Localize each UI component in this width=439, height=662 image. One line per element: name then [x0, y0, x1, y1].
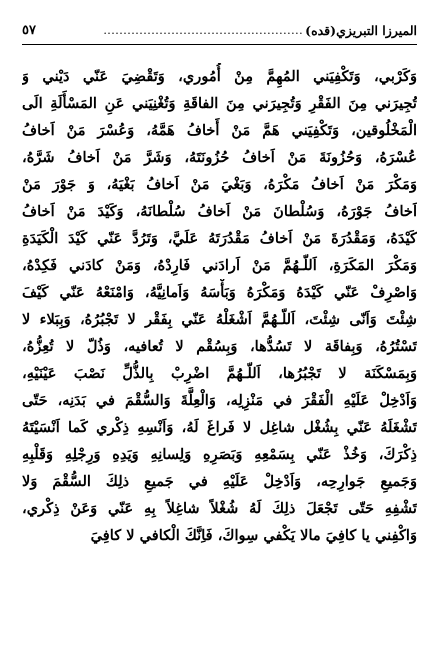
header-rule [22, 44, 417, 45]
text-line: شِئْتَ وَاَنّى شِئْتَ، اَللّـهُمَّ اَشْغَلْهُ عَنّي بِفَقْر لا تَجْبُرُهُ، وَبِبَلاء لا [22, 311, 417, 328]
text-line: اَخافُ جَوْرَهُ، وَسُلْطانَ مَنْ اَخافُ سُلْطانَهُ، وَكَيْدَ مَنْ اَخافُ [22, 203, 417, 220]
text-line: وَجَميعِ جَوارِحِه، وَاَدْخِلْ عَلَيْهِ في جَميعِ ذلِكَ السُّقْمَ وَلا [22, 473, 417, 490]
text-line: وَاَدْخِلْ عَلَيْهِ الْفَقْرَ في مَنْزِلِه، وَالْعِلَّةَ وَالسُّقْمَ في بَدَنِه، حَتّى [22, 392, 417, 409]
text-line: وَاكْفِني يا كافِيَ مالا يَكْفي سِواكَ، فَاِنَّكَ الْكافي لا كافِيَ [90, 527, 417, 544]
header-dot-leader: .................................................. [103, 23, 304, 37]
text-line: تَشْغَلَهُ عَنّي بِشُغْل شاغِل لا فَراغَ لَهُ، وَاَنْسِهِ ذِكْري كَما اَنْسَيْتَهُ [22, 419, 417, 436]
text-line: الْمَخْلُوقين، وَتَكْفِيَني هَمَّ مَنْ أَخافُ هَمَّهُ، وَعُسْرَ مَنْ اَخافُ [22, 122, 417, 139]
text-line: وَمَكْرَ المَكَرَةِ، اَللّـهُمَّ مَنْ اَرادَني فَارِدْهُ، وَمَنْ كادَني فَكِدْهُ، [22, 257, 417, 274]
text-line: تَشْفِهِ حَتّى تَجْعَلَ ذلِكَ لَهُ شُغْلاً شاغِلاً بِهِ عَنّي وَعَنْ ذِكْري، [22, 500, 417, 517]
text-line: وَاصْرِفْ عَنّي كَيْدَهُ وَمَكْرَهُ وَبَأْسَهُ وَاَمانِيَّهُ، وَامْنَعْهُ عَنّي كَيْفَ [22, 284, 417, 301]
text-line: وَبِمَسْكَنَة لا تَجْبُرُها، اَللّـهُمَّ اضْرِبْ بِالذُّلِّ نَصْبَ عَيْنَيْهِ، [22, 365, 417, 382]
text-line: ذِكْرَكَ، وَخُذْ عَنّي بِسَمْعِهِ وَبَصَرِهِ وَلِسانِهِ وَيَدِهِ وَرِجْلِهِ وَقَلْبِهِ [22, 446, 417, 463]
text-line: تُجِيرَني مِنَ الفَقْرِ وَتُجِيرَني مِنَ الفاقَةِ وَتُغْنِيَني عَنِ المَسْأَلَةِ الَى [22, 95, 417, 112]
text-line: تَسْتُرُهُ، وَبِفاقَة لا تَسُدُّها، وَبِسُقْم لا تُعافيه، وَذُلّ لا تُعِزُّهُ، [22, 338, 417, 355]
header-title: الميرزا التبريزي(قده) [305, 22, 417, 38]
body-text [22, 63, 417, 549]
text-line: عُسْرَهُ، وَحُزُونَةَ مَنْ اَخافُ حُزُونَتَهُ، وَشَرَّ مَنْ اَخافُ شَرَّهُ، [22, 149, 417, 166]
text-line: وَكَرْبي، وَتَكْفِيَني المُهِمَّ مِنْ أُمُوري، وَتَقْضِيَ عَنّي دَيْني وَ [22, 68, 417, 85]
text-line: وَمَكْرَ مَنْ اَخافُ مَكْرَهُ، وَبَغْيَ مَنْ اَخافُ بَغْيَهُ، وَ جَوْرَ مَنْ [22, 176, 417, 193]
running-header [22, 18, 417, 42]
text-line: كَيْدَهُ، وَمَقْدُرَةَ مَنْ اَخافُ مَقْدُرَتَهُ عَلَيَّ، وَتَرُدَّ عَنّي كَيْدَ الْكَيَدَةِ [22, 230, 417, 247]
page-number: ٥٧ [22, 22, 36, 38]
